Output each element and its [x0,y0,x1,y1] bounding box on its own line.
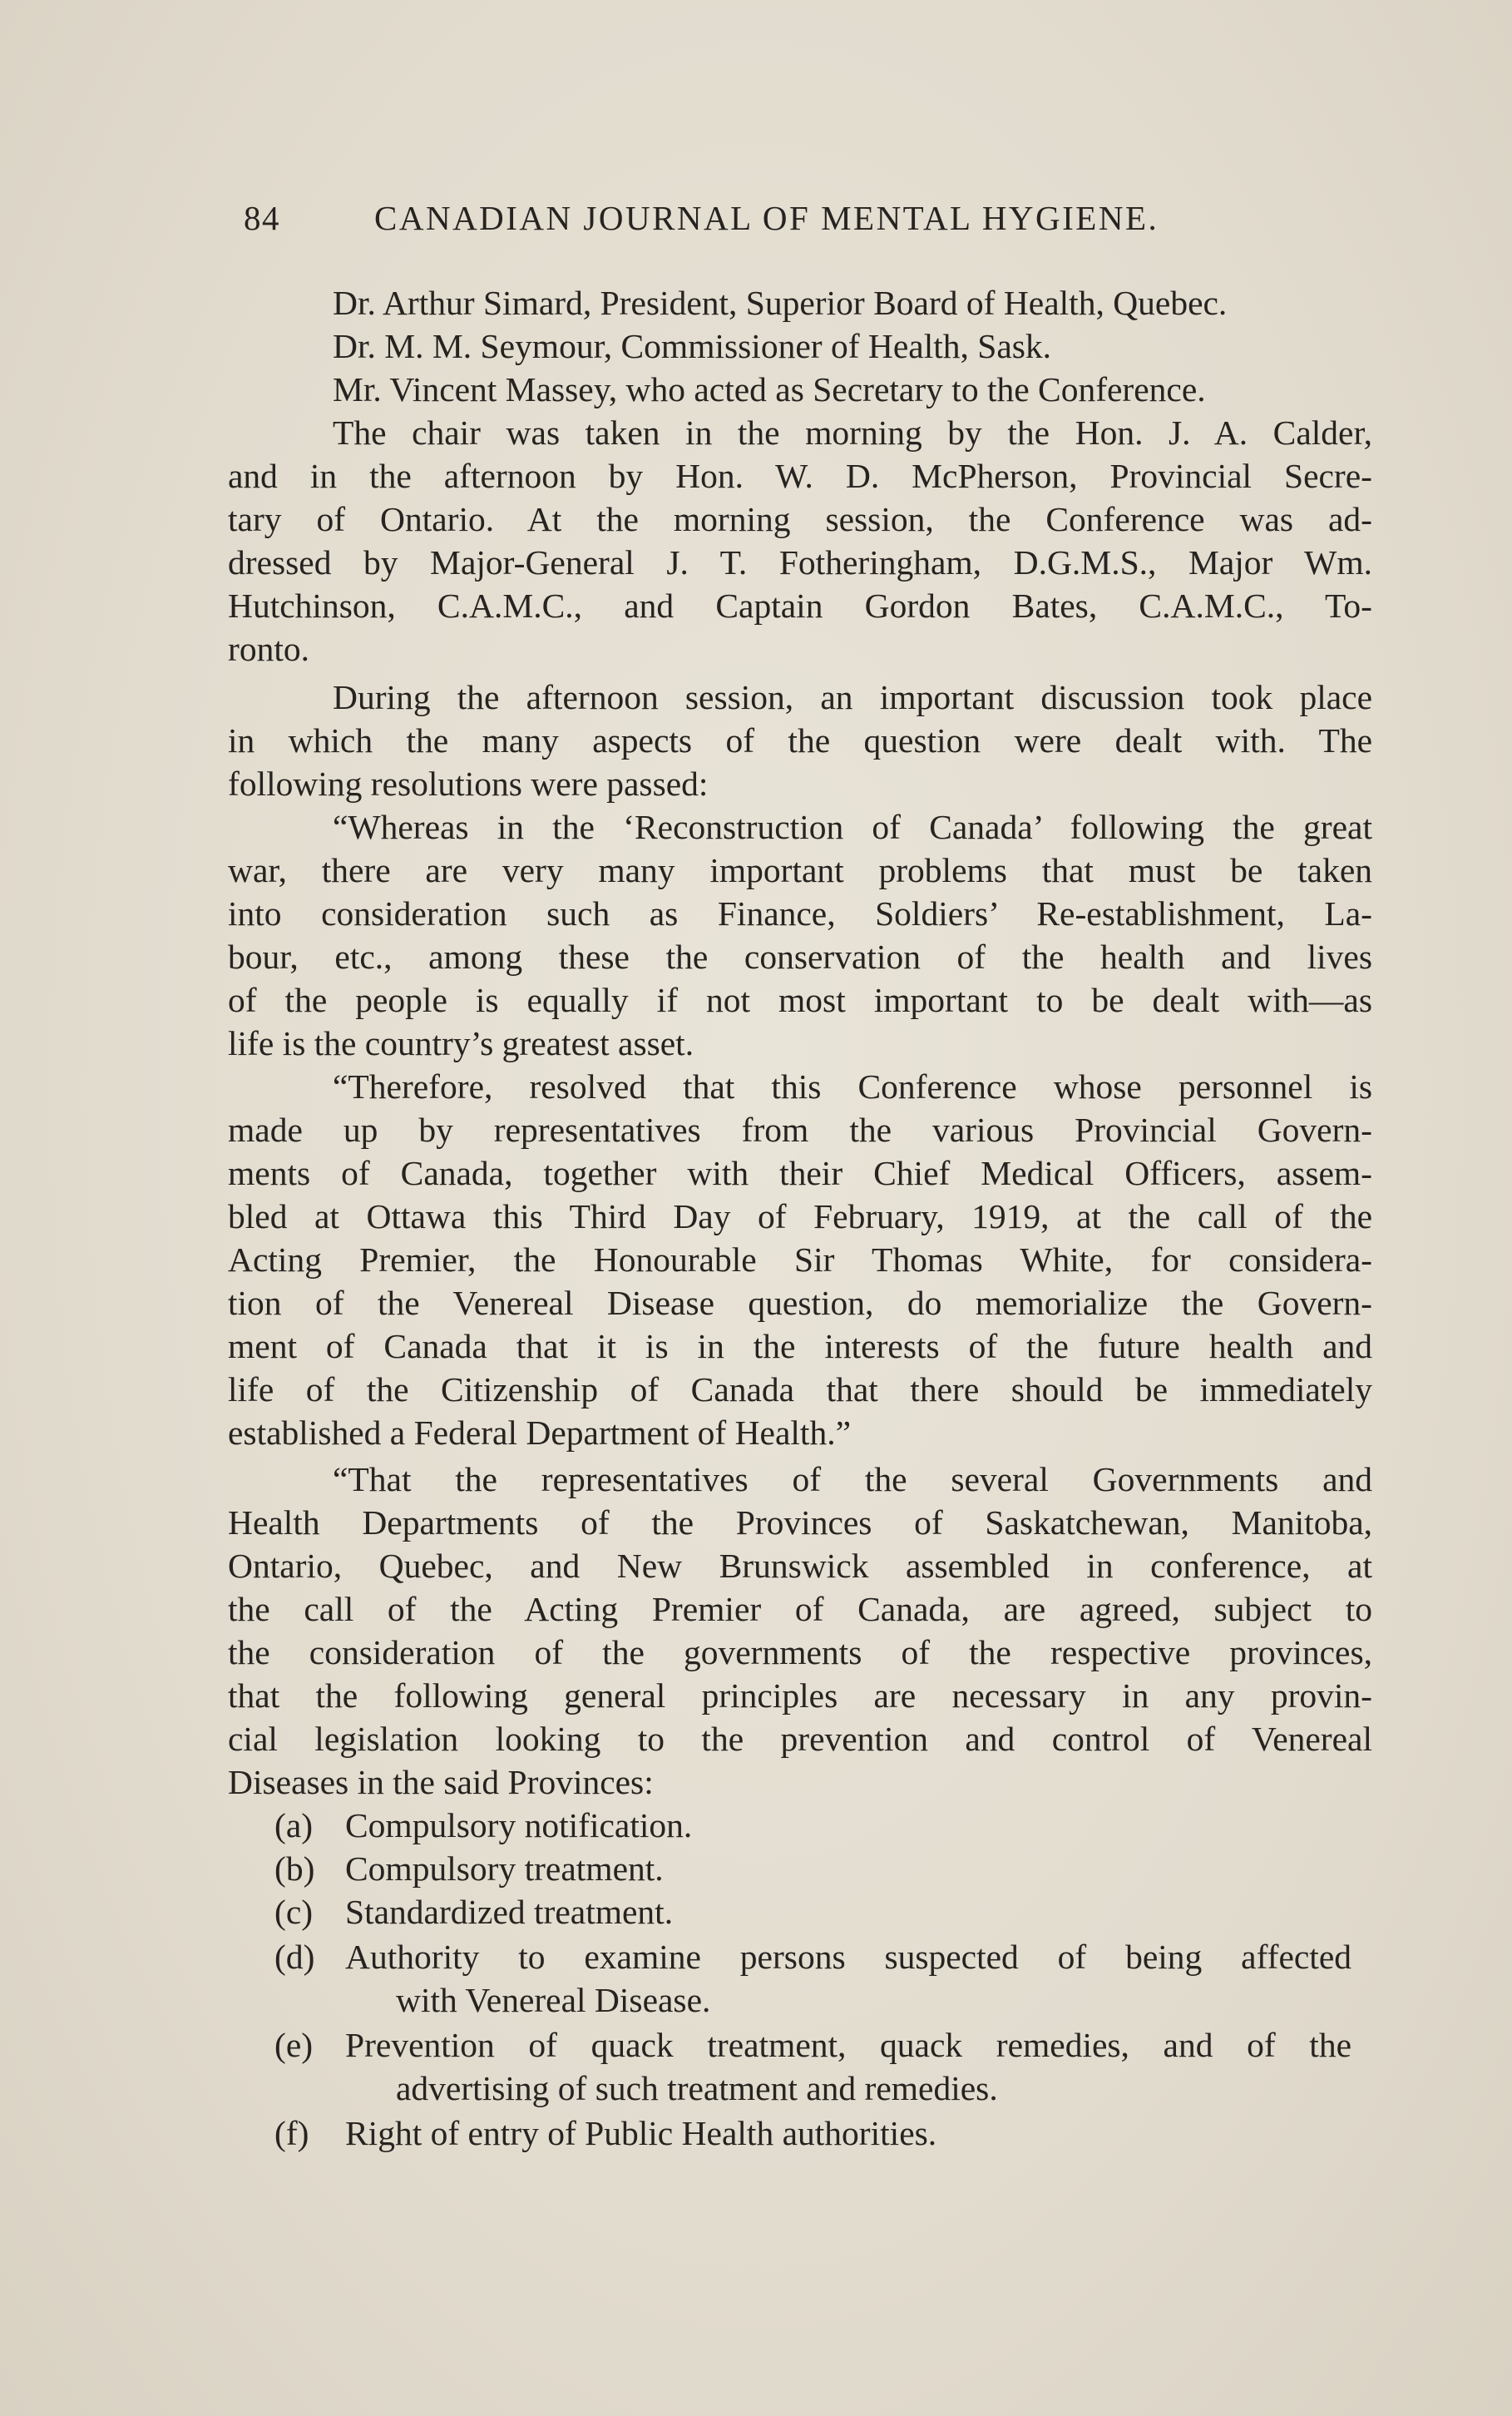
paragraph-line: The chair was taken in the morning by the Hon. J. A. Calder, [333,413,1372,452]
paragraph-line: following resolutions were passed: [228,765,709,803]
page-number: 84 [244,199,280,237]
paragraph-line: “Therefore, resolved that this Conference whose personnel is [333,1067,1372,1106]
list-item-continuation: with Venereal Disease. [396,1981,711,2019]
list-item-label: (b) [274,1849,315,1888]
paragraph-line: tion of the Venereal Disease question, do memorialize the Govern- [228,1284,1372,1322]
attendee-line: Dr. Arthur Simard, President, Superior Board of Health, Quebec. [333,284,1228,322]
list-item-label: (c) [274,1893,314,1931]
list-item-text: Compulsory notification. [345,1806,693,1844]
attendee-line: Mr. Vincent Massey, who acted as Secretary to the Conference. [333,370,1206,408]
list-item-continuation: advertising of such treatment and remedies. [396,2069,998,2107]
paragraph-line: Health Departments of the Provinces of Saskatchewan, Manitoba, [228,1503,1372,1542]
paragraph-line: established a Federal Department of Health.” [228,1413,852,1452]
paragraph-line: into consideration such as Finance, Soldiers’ Re-establishment, La- [228,894,1372,933]
paragraph-line: of the people is equally if not most important to be dealt with—as [228,981,1372,1019]
paragraph-line: “That the representatives of the several Governments and [333,1460,1372,1498]
list-item-text: Right of entry of Public Health authorities. [345,2114,937,2152]
list-item-text: Prevention of quack treatment, quack remedies, and of the [345,2026,1351,2064]
paragraph-line: bled at Ottawa this Third Day of February, 1919, at the call of the [228,1197,1372,1235]
paragraph-line: Hutchinson, C.A.M.C., and Captain Gordon Bates, C.A.M.C., To- [228,587,1372,625]
paragraph-line: Acting Premier, the Honourable Sir Thomas White, for considera- [228,1240,1372,1279]
paragraph-line: war, there are very many important problems that must be taken [228,851,1372,889]
paragraph-line: life is the country’s greatest asset. [228,1024,694,1062]
paragraph-line: bour, etc., among these the conservation of the health and lives [228,938,1372,976]
paragraph-line: During the afternoon session, an important discussion took place [333,678,1372,716]
paragraph-line: ments of Canada, together with their Chief Medical Officers, assem- [228,1154,1372,1192]
list-item-label: (a) [274,1806,314,1844]
paragraph-line: in which the many aspects of the question were dealt with. The [228,721,1372,760]
paragraph-line: and in the afternoon by Hon. W. D. McPherson, Provincial Secre- [228,457,1372,495]
paragraph-line: made up by representatives from the various Provincial Govern- [228,1111,1372,1149]
list-item-label: (f) [274,2114,309,2152]
paragraph-line: the consideration of the governments of the respective provinces, [228,1633,1372,1671]
paragraph-line: ronto. [228,630,309,668]
list-item-label: (d) [274,1938,315,1976]
paragraph-line: “Whereas in the ‘Reconstruction of Canada’ following the great [333,808,1372,846]
list-item-text: Standardized treatment. [345,1893,674,1931]
list-item-text: Compulsory treatment. [345,1849,664,1888]
list-item-text: Authority to examine persons suspected of being affected [345,1938,1351,1976]
paragraph-line: cial legislation looking to the prevention and control of Venereal [228,1720,1372,1758]
paragraph-line: the call of the Acting Premier of Canada, are agreed, subject to [228,1590,1372,1628]
paragraph-line: Diseases in the said Provinces: [228,1763,654,1801]
paragraph-line: Ontario, Quebec, and New Brunswick assembled in conference, at [228,1547,1372,1585]
paragraph-line: tary of Ontario. At the morning session, the Conference was ad- [228,500,1372,538]
journal-title: CANADIAN JOURNAL OF MENTAL HYGIENE. [374,199,1159,237]
paragraph-line: ment of Canada that it is in the interests of the future health and [228,1327,1372,1365]
paragraph-line: that the following general principles are necessary in any provin- [228,1676,1372,1715]
paragraph-line: life of the Citizenship of Canada that there should be immediately [228,1370,1372,1409]
attendee-line: Dr. M. M. Seymour, Commissioner of Health, Sask. [333,327,1052,365]
list-item-label: (e) [274,2026,314,2064]
paragraph-line: dressed by Major-General J. T. Fotheringham, D.G.M.S., Major Wm. [228,543,1372,582]
